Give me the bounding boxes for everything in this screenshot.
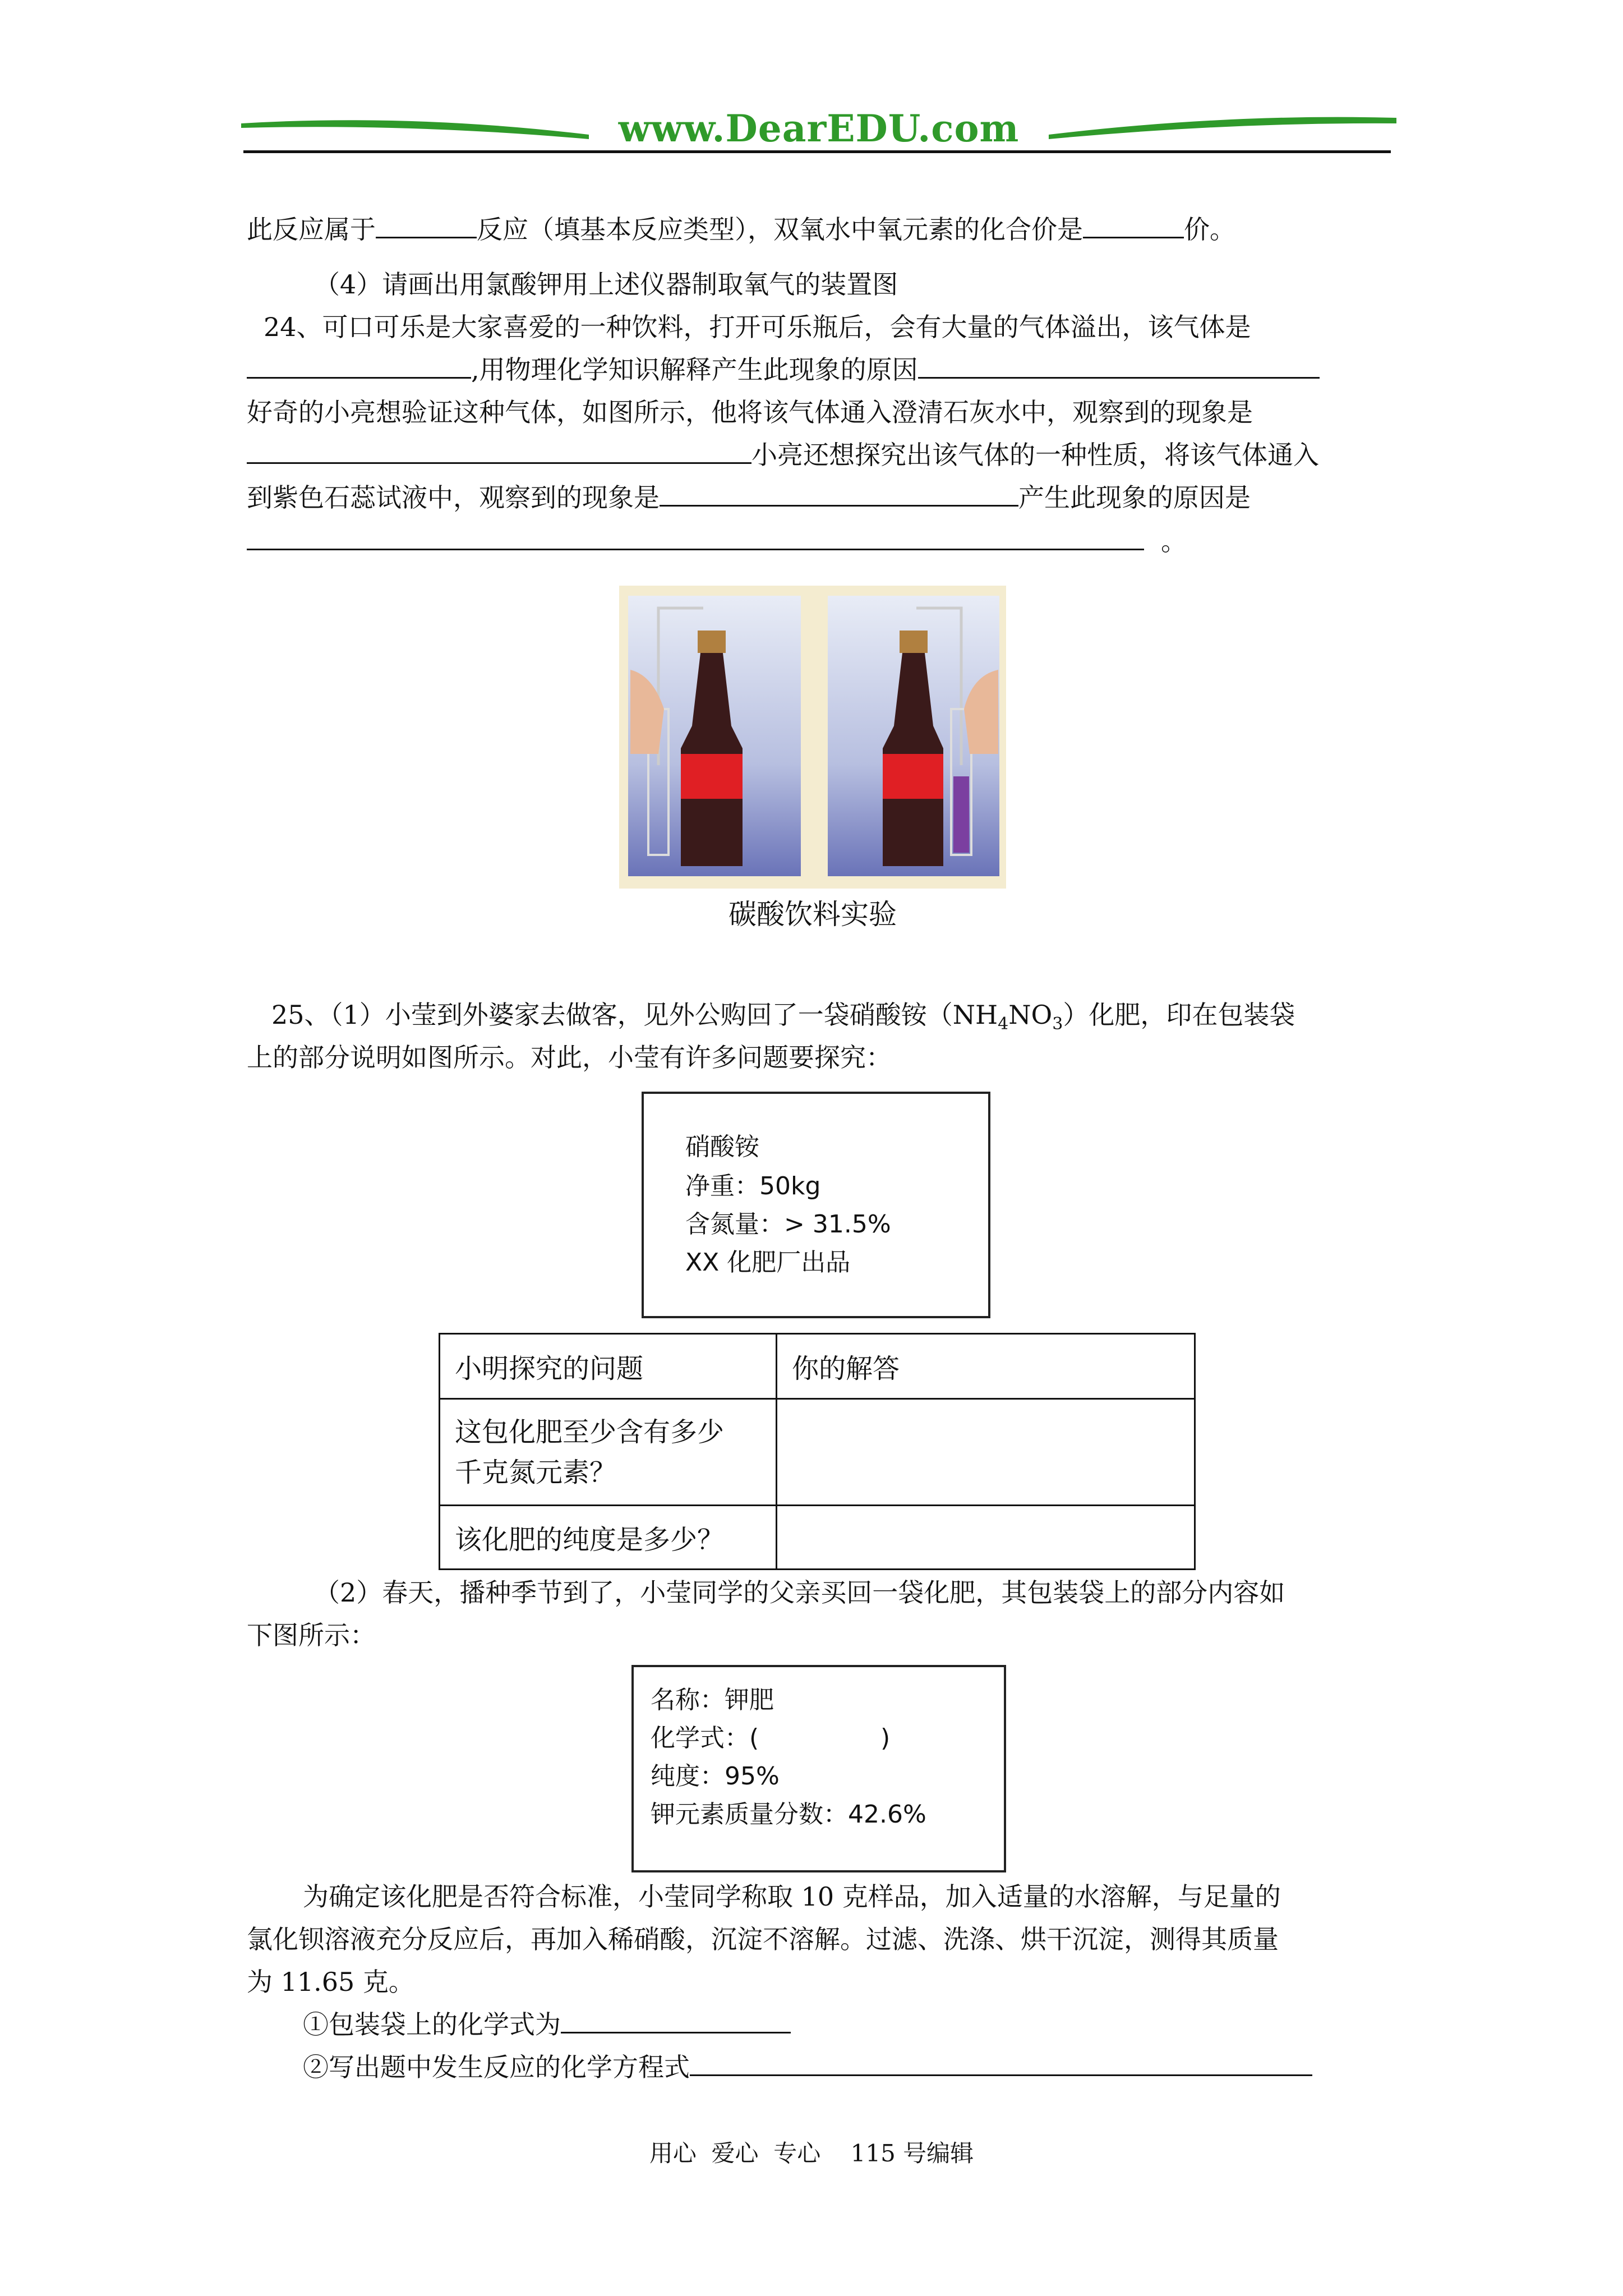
table-header-cell: 你的解答 — [777, 1334, 1195, 1399]
fertilizer-label-1 — [642, 1092, 990, 1318]
label-line: XX 化肥厂出品 — [685, 1248, 851, 1277]
q25-line-5: 为确定该化肥是否符合标准，小莹同学称取 10 克样品，加入适量的水溶解，与足量的 — [303, 1881, 1281, 1912]
text-segment: 。 — [1161, 526, 1187, 556]
text-line-5: 好奇的小亮想验证这种气体，如图所示，他将该气体通入澄清石灰水中，观察到的现象是 — [247, 397, 1253, 427]
photo-caption: 碳酸饮料实验 — [728, 898, 897, 931]
page-footer: 用心 爱心 专心 115 号编辑 — [649, 2139, 974, 2167]
answer-blank[interactable] — [918, 355, 1320, 379]
answer-blank[interactable] — [1083, 214, 1184, 238]
q25-line-4: 下图所示： — [247, 1620, 376, 1650]
q25-line-6: 氯化钡溶液充分反应后，再加入稀硝酸，沉淀不溶解。过滤、洗涤、烘干沉淀，测得其质量 — [247, 1924, 1279, 1954]
text-line-8 — [247, 524, 1187, 559]
header-rule — [243, 150, 1391, 153]
text-line-7 — [247, 480, 1251, 515]
question-table — [439, 1333, 1196, 1570]
site-title: www.DearEDU.com — [618, 107, 1020, 150]
table-row — [440, 1334, 1195, 1399]
answer-blank[interactable] — [247, 440, 751, 464]
label-line: 化学式：( — [651, 1724, 759, 1752]
q25-line-8 — [303, 2007, 791, 2042]
text-line-2: （4）请画出用氯酸钾用上述仪器制取氧气的装置图 — [314, 269, 898, 300]
table-header-cell: 小明探究的问题 — [440, 1334, 777, 1399]
text-segment: 价。 — [1184, 214, 1235, 245]
table-cell: 该化肥的纯度是多少？ — [440, 1506, 777, 1570]
label-line: 纯度：95% — [651, 1762, 780, 1791]
q25-line-9 — [303, 2050, 1312, 2085]
label-line: ) — [880, 1724, 891, 1752]
table-row — [440, 1506, 1195, 1570]
text-segment: ）化肥，印在包装袋 — [1063, 1000, 1295, 1030]
text-line-6 — [247, 438, 1319, 472]
label-line: 名称：钾肥 — [651, 1686, 774, 1714]
fertilizer-label-2 — [631, 1665, 1006, 1872]
label-line: 硝酸铵 — [685, 1133, 759, 1161]
text-segment: ①包装袋上的化学式为 — [303, 2009, 561, 2040]
text-segment: 此反应属于 — [247, 214, 376, 245]
text-line-1 — [247, 212, 1235, 247]
answer-blank[interactable] — [247, 526, 1144, 550]
subscript: 3 — [1052, 1014, 1063, 1034]
cola-bottle-photo-icon — [619, 586, 1006, 889]
answer-cell[interactable] — [777, 1399, 1195, 1506]
subscript: 4 — [998, 1014, 1009, 1034]
text-segment: ②写出题中发生反应的化学方程式 — [303, 2052, 690, 2082]
answer-blank[interactable] — [247, 355, 471, 379]
text-segment: 这包化肥至少含有多少 — [455, 1416, 725, 1448]
answer-cell[interactable] — [777, 1506, 1195, 1570]
answer-blank[interactable] — [376, 214, 477, 238]
q25-line-2: 上的部分说明如图所示。对此，小莹有许多问题要探究： — [247, 1042, 892, 1073]
answer-blank[interactable] — [660, 482, 1018, 507]
text-line-3: 24、可口可乐是大家喜爱的一种饮料，打开可乐瓶后，会有大量的气体溢出，该气体是 — [264, 312, 1251, 342]
answer-blank[interactable] — [690, 2052, 1312, 2076]
text-line-4 — [247, 352, 1320, 387]
text-segment: NO — [1008, 1000, 1053, 1030]
label-line: 含氮量：> 31.5% — [685, 1210, 891, 1239]
text-segment: 反应（填基本反应类型），双氧水中氧元素的化合价是 — [477, 214, 1083, 245]
text-segment: 小亮还想探究出该气体的一种性质，将该气体通入 — [751, 440, 1319, 470]
q25-line-7: 为 11.65 克。 — [247, 1967, 414, 1997]
answer-blank[interactable] — [561, 2009, 791, 2033]
q25-line-3: （2）春天，播种季节到了，小莹同学的父亲买回一袋化肥，其包装袋上的部分内容如 — [314, 1577, 1285, 1608]
text-segment: ,用物理化学知识解释产生此现象的原因 — [471, 355, 918, 385]
experiment-photo — [619, 586, 1006, 889]
q25-line-1 — [271, 997, 1295, 1042]
table-cell — [440, 1399, 777, 1506]
text-segment: 产生此现象的原因是 — [1018, 482, 1251, 513]
label-line: 钾元素质量分数：42.6% — [651, 1800, 926, 1829]
text-segment: 25、（1）小莹到外婆家去做客，见外公购回了一袋硝酸铵（NH — [271, 1000, 998, 1030]
table-row — [440, 1399, 1195, 1506]
text-segment: 到紫色石蕊试液中，观察到的现象是 — [247, 482, 660, 513]
label-line: 净重：50kg — [685, 1172, 821, 1200]
text-segment: 千克氮元素？ — [455, 1456, 617, 1488]
